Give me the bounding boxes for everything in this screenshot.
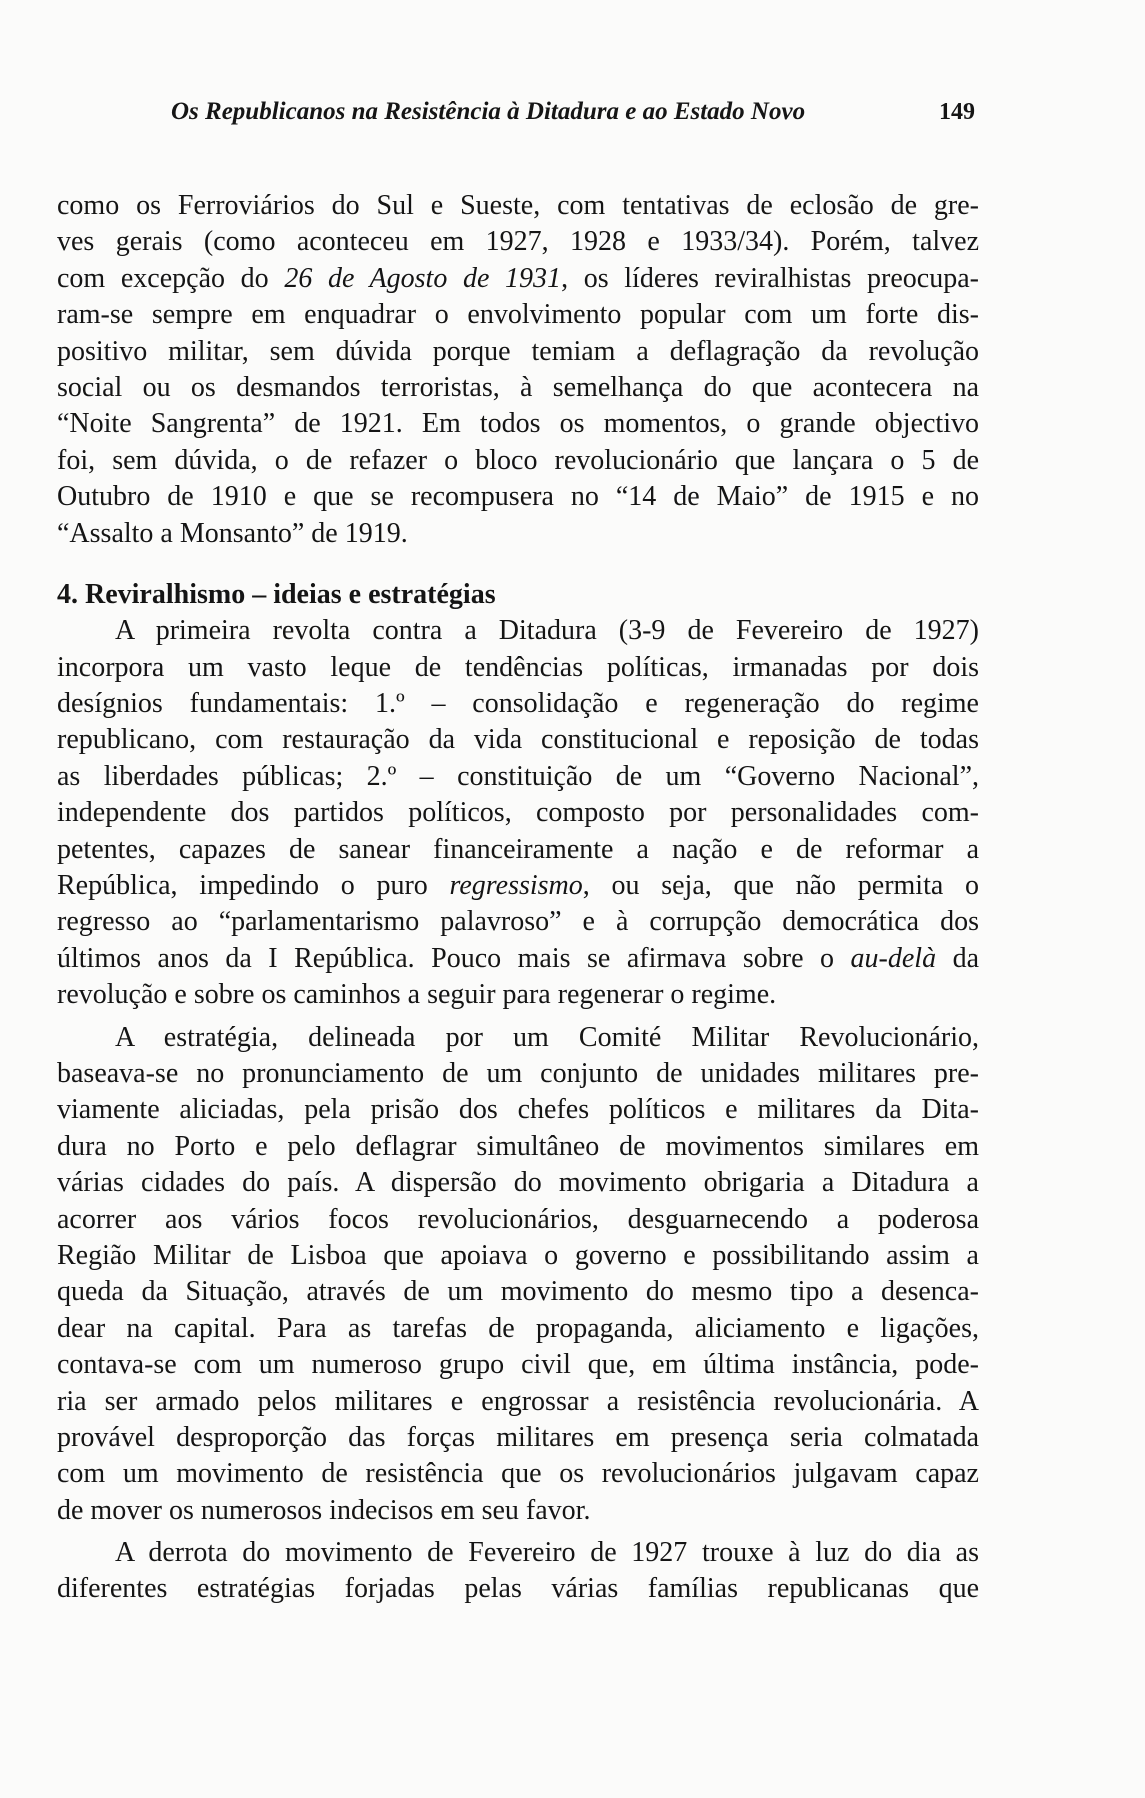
paragraph	[57, 188, 979, 552]
text-line: independente dos partidos políticos, composto por personalidades com-	[57, 797, 979, 829]
text-line: provável desproporção das forças militares em presença seria colmatada	[57, 1421, 979, 1453]
text-line: revolução e sobre os caminhos a seguir para regenerar o regime.	[57, 979, 777, 1011]
text-line: como os Ferroviários do Sul e Sueste, com tentativas de eclosão de gre-	[57, 190, 979, 221]
text-line: acorrer aos vários focos revolucionários, desguarnecendo a poderosa	[57, 1203, 979, 1235]
text-line: “Noite Sangrenta” de 1921. Em todos os momentos, o grande objectivo	[57, 408, 979, 440]
text-line: queda da Situação, através de um movimento do mesmo tipo a desenca-	[57, 1276, 979, 1308]
text-line: últimos anos da I República. Pouco mais se afirmava sobre o au-delà da	[57, 942, 979, 974]
text-line: baseava-se no pronunciamento de um conjunto de unidades militares pre-	[57, 1057, 979, 1089]
text-line: Região Militar de Lisboa que apoiava o governo e possibilitando assim a	[57, 1239, 979, 1271]
text-line: diferentes estratégias forjadas pelas várias famílias republicanas que	[57, 1573, 979, 1605]
italic-phrase: 26 de Agosto de 1931	[284, 262, 562, 294]
text-line: Outubro de 1910 e que se recompusera no “14 de Maio” de 1915 e no	[57, 481, 979, 513]
page-number: 149	[939, 99, 975, 125]
text-line: A derrota do movimento de Fevereiro de 1927 trouxe à luz do dia as	[115, 1537, 979, 1569]
text-line: ram-se sempre em enquadrar o envolvimento popular com um forte dis-	[57, 299, 979, 331]
text-line: “Assalto a Monsanto” de 1919.	[57, 517, 408, 549]
running-header	[171, 96, 979, 136]
text-line: A primeira revolta contra a Ditadura (3-9 de Fevereiro de 1927)	[115, 615, 979, 647]
paragraph	[57, 1020, 979, 1529]
text-line: republicano, com restauração da vida constitucional e reposição de todas	[57, 724, 979, 756]
text-line: as liberdades públicas; 2.º – constituição de um “Governo Nacional”,	[57, 760, 979, 792]
text-line: ves gerais (como aconteceu em 1927, 1928 e 1933/34). Porém, talvez	[57, 226, 979, 258]
body-text	[57, 188, 979, 1608]
text-line: incorpora um vasto leque de tendências políticas, irmanadas por dois	[57, 651, 979, 683]
text-line: dura no Porto e pelo deflagrar simultâneo de movimentos similares em	[57, 1130, 979, 1162]
italic-phrase: au-delà	[850, 942, 937, 974]
text-line: contava-se com um numeroso grupo civil que, em última instância, pode-	[57, 1349, 979, 1381]
text-line: social ou os desmandos terroristas, à semelhança do que acontecera na	[57, 371, 979, 403]
text-line: várias cidades do país. A dispersão do movimento obrigaria a Ditadura a	[57, 1167, 979, 1199]
text-line: viamente aliciadas, pela prisão dos chefes políticos e militares da Dita-	[57, 1094, 979, 1126]
text-line: ria ser armado pelos militares e engrossar a resistência revolucionária. A	[57, 1385, 979, 1417]
section-body	[57, 613, 979, 1608]
paragraph	[57, 613, 979, 1013]
text-line: A estratégia, delineada por um Comité Militar Revolucionário,	[115, 1021, 979, 1053]
running-title: Os Republicanos na Resistência à Ditadura e ao Estado Novo	[171, 98, 806, 125]
text-line: de mover os numerosos indecisos em seu favor.	[57, 1494, 591, 1526]
text-line: regresso ao “parlamentarismo palavroso” e à corrupção democrática dos	[57, 906, 979, 938]
section-gap	[57, 552, 979, 577]
text-line: foi, sem dúvida, o de refazer o bloco revolucionário que lançara o 5 de	[57, 444, 979, 476]
section-heading: 4. Reviralhismo – ideias e estratégias	[57, 578, 496, 610]
text-line: República, impedindo o puro regressismo, ou seja, que não permita o	[57, 870, 979, 902]
text-line: desígnios fundamentais: 1.º – consolidação e regeneração do regime	[57, 688, 979, 720]
paragraph	[57, 1535, 979, 1608]
text-line: com excepção do 26 de Agosto de 1931, os líderes reviralhistas preocupa-	[57, 262, 979, 294]
text-line: dear na capital. Para as tarefas de propaganda, aliciamento e ligações,	[57, 1312, 979, 1344]
italic-phrase: regressismo	[449, 870, 583, 902]
text-line: com um movimento de resistência que os revolucionários julgavam capaz	[57, 1458, 979, 1490]
text-line: positivo militar, sem dúvida porque temiam a deflagração da revolução	[57, 335, 979, 367]
text-line: petentes, capazes de sanear financeiramente a nação e de reformar a	[57, 833, 979, 865]
